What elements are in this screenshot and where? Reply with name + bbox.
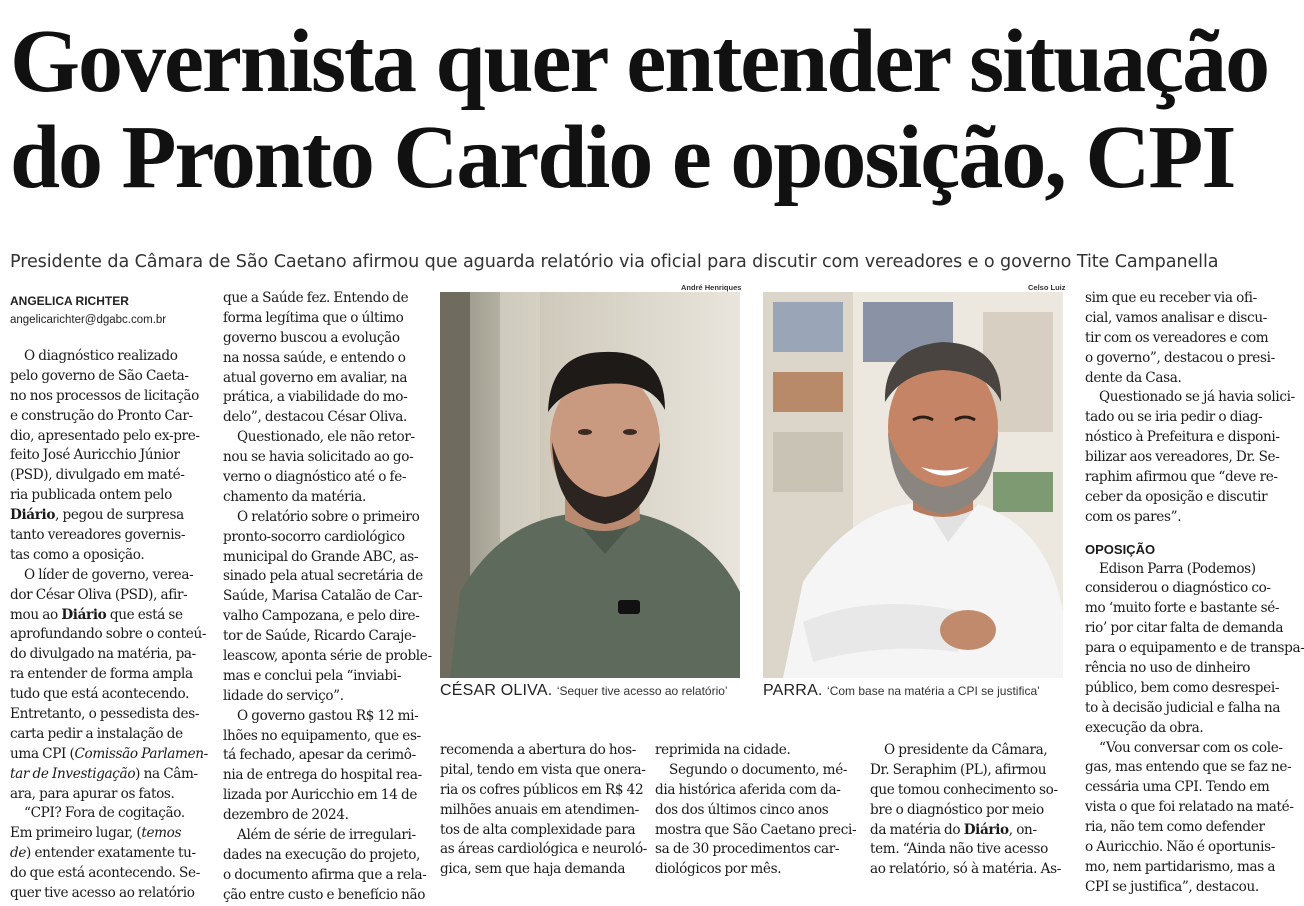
text-line: tas como a oposição. [10, 546, 145, 563]
text-line: as áreas cardiológica e neuroló- [440, 841, 648, 858]
text-line: dezembro de 2024. [223, 807, 349, 824]
text-line: Entretanto, o pessedista des- [10, 706, 200, 723]
text-line: ceber da oposição e discutir [1085, 488, 1268, 505]
text-line: verno o diagnóstico até o fe- [223, 469, 407, 486]
text-line: milhões anuais em atendimen- [440, 801, 639, 818]
text-line: CPI se justifica”, destacou. [1085, 878, 1259, 895]
text-line: ao relatório, só à matéria. As- [870, 861, 1061, 878]
text-line: O líder de governo, verea- [24, 566, 194, 583]
text-line: pronto-socorro cardiológico [223, 528, 405, 545]
text-line: mostra que São Caetano preci- [655, 821, 857, 838]
photo-credit: André Henriques [681, 283, 742, 292]
text-line: dia histórica aferida com da- [655, 781, 841, 798]
text-line: cial, vamos analisar e discu- [1085, 309, 1267, 326]
text-line: Segundo o documento, mé- [669, 761, 848, 778]
text-line: uma CPI (Comissão Parlamen- [10, 745, 208, 762]
text-line: Em primeiro lugar, (temos [10, 825, 182, 842]
text-line: ria os cofres públicos em R$ 42 [440, 781, 644, 798]
text-line: Diário, pegou de surpresa [10, 507, 184, 524]
text-line: diológicos por mês. [655, 861, 782, 878]
text-line: tar de Investigação) na Câm- [10, 765, 198, 782]
text-line: bre o diagnóstico por meio [870, 801, 1044, 818]
text-line: considerou o diagnóstico co- [1085, 580, 1271, 597]
photo-caption [763, 682, 1040, 700]
text-line: vista o que foi relatado na maté- [1085, 799, 1294, 816]
text-line: que tomou conhecimento so- [870, 781, 1058, 798]
text-line: “CPI? Fora de cogitação. [24, 805, 185, 822]
article-column-6 [1085, 289, 1304, 898]
text-line: que a Saúde fez. Entendo de [223, 290, 409, 306]
text-line: forma legítima que o último [223, 309, 404, 326]
text-line: lizada por Auricchio em 14 de [223, 787, 418, 804]
photo-edison-parra [763, 292, 1063, 678]
text-line: tem. “Ainda não tive acesso [870, 841, 1048, 858]
text-line: de) entender exatamente tu- [10, 845, 196, 862]
text-line: bilizar aos vereadores, Dr. Se- [1085, 449, 1280, 466]
text-line: sim que eu receber via ofi- [1085, 290, 1257, 306]
text-line: dades na execução do projeto, [223, 846, 421, 863]
text-line: da matéria do Diário, on- [870, 821, 1037, 838]
text-line: tado ou se iria pedir o diag- [1085, 409, 1263, 426]
headline-line-1: Governista quer entender situação [10, 12, 1269, 111]
text-line: municipal do Grande ABC, as- [223, 548, 419, 565]
text-line: feito José Auricchio Júnior [10, 447, 180, 464]
text-line: raphim afirmou que “deve re- [1085, 469, 1278, 486]
text-line: gas, mas entendo que se faz ne- [1085, 759, 1292, 776]
text-line: quer tive acesso ao relatório [10, 885, 195, 902]
text-line: O governo gastou R$ 12 mi- [237, 707, 419, 724]
text-line: atual governo em avaliar, na [223, 369, 408, 386]
caption-name: CÉSAR OLIVA. [440, 682, 553, 699]
text-line: lhões no equipamento, que es- [223, 727, 421, 744]
article-column-1 [10, 347, 208, 904]
text-line: “Vou conversar com os cole- [1099, 739, 1283, 756]
text-line: com os pares”. [1085, 508, 1182, 525]
text-line: na nossa saúde, e entendo o [223, 349, 406, 366]
text-line: execução da obra. [1085, 719, 1204, 736]
author-email[interactable]: angelicarichter@dgabc.com.br [10, 314, 167, 326]
text-line: nia de entrega do hospital rea- [223, 767, 422, 784]
article-column-5 [870, 741, 1065, 880]
text-line: Além de série de irregulari- [237, 827, 416, 844]
article-column-3 [440, 741, 648, 880]
text-line: o governo”, destacou o presi- [1085, 349, 1275, 366]
section-title-oposicao: OPOSIÇÃO [1085, 541, 1156, 557]
text-line: Edison Parra (Podemos) [1099, 560, 1256, 577]
text-line: valho Campozana, e pelo dire- [223, 608, 420, 625]
headline-line-2: do Pronto Cardio e oposição, CPI [10, 108, 1235, 207]
text-line: mou ao Diário que está se [10, 606, 183, 623]
text-line: tudo que está acontecendo. [10, 686, 190, 703]
text-line: Questionado se já havia solici- [1099, 389, 1295, 406]
subheadline: Presidente da Câmara de São Caetano afirmou que aguarda relatório via oficial para discutir com vereadores e o governo Tite Campanella [10, 252, 1219, 272]
text-line: O diagnóstico realizado [24, 348, 178, 364]
portrait-image [440, 292, 740, 678]
text-line: O presidente da Câmara, [884, 742, 1048, 758]
text-line: Questionado, ele não retor- [237, 429, 415, 446]
text-line: nóstico à Prefeitura e disponi- [1085, 429, 1280, 446]
text-line: governo buscou a evolução [223, 329, 400, 346]
text-line: dente da Casa. [1085, 369, 1182, 386]
text-line: recomenda a abertura do hos- [440, 742, 636, 758]
text-line: ria publicada ontem pelo [10, 487, 173, 504]
photo-credit: Celso Luiz [1028, 283, 1066, 292]
text-line: sinado pela atual secretária de [223, 568, 423, 585]
text-line: rência no uso de dinheiro [1085, 660, 1251, 677]
portrait-image [763, 292, 1063, 678]
text-line: reprimida na cidade. [655, 742, 791, 758]
text-line: prática, a viabilidade do mo- [223, 389, 408, 406]
text-line: lidade do serviço”. [223, 687, 344, 704]
text-line: mo, nem partidarismo, mas a [1085, 858, 1276, 875]
text-line: no nos processos de licitação [10, 387, 200, 404]
photo-cesar-oliva [440, 292, 740, 678]
text-line: Dr. Seraphim (PL), afirmou [870, 761, 1047, 778]
text-line: mo ‘muito forte e bastante sé- [1085, 600, 1280, 617]
text-line: e construção do Pronto Car- [10, 407, 193, 424]
spacer [1085, 528, 1282, 540]
text-line: pelo governo de São Caeta- [10, 367, 189, 384]
text-line: ra entender de forma ampla [10, 666, 193, 683]
text-line: o Auricchio. Não é oportunis- [1085, 839, 1276, 856]
text-line: do divulgado na matéria, pa- [10, 646, 196, 663]
text-line: carta pedir a instalação de [10, 725, 183, 742]
text-line: do que está acontecendo. Se- [10, 865, 200, 882]
photo-caption [440, 682, 728, 700]
text-line: público, bem como desrespei- [1085, 679, 1280, 696]
text-line: chamento da matéria. [223, 488, 367, 505]
text-line: pital, tendo em vista que onera- [440, 761, 646, 778]
text-line: dio, apresentado pelo ex-pre- [10, 427, 200, 444]
text-line: sa de 30 procedimentos car- [655, 841, 840, 858]
text-line: rio’ por citar falta de demanda [1085, 620, 1284, 637]
article-column-4 [655, 741, 857, 880]
text-line: tir com os vereadores e com [1085, 329, 1269, 346]
text-line: mas e conclui pela “inviabi- [223, 667, 402, 684]
text-line: ria, não tem como defender [1085, 819, 1265, 836]
text-line: ara, para apurar os fatos. [10, 785, 175, 802]
text-line: ção entre custo e benefício não [223, 886, 426, 903]
text-line: tor de Saúde, Ricardo Caraje- [223, 628, 416, 645]
text-line: tos de alta complexidade para [440, 821, 636, 838]
text-line: para o equipamento e de transpa- [1085, 640, 1304, 657]
caption-quote: ‘Sequer tive acesso ao relatório’ [556, 684, 728, 698]
headline [10, 14, 1280, 206]
text-line: tá fechado, apesar da cerimô- [223, 747, 416, 764]
text-line: tanto vereadores governis- [10, 527, 186, 544]
text-line: Saúde, Marisa Catalão de Car- [223, 588, 423, 605]
text-line: o documento afirma que a rela- [223, 866, 427, 883]
text-line: cessária uma CPI. Tendo em [1085, 779, 1270, 796]
text-line: (PSD), divulgado em maté- [10, 467, 185, 484]
text-line: dor César Oliva (PSD), afir- [10, 586, 188, 603]
text-line: aprofundando sobre o conteú- [10, 626, 207, 643]
text-line: O relatório sobre o primeiro [237, 508, 420, 525]
text-line: nou se havia solicitado ao go- [223, 449, 414, 466]
author-name: ANGELICA RICHTER [10, 294, 129, 308]
text-line: delo”, destacou César Oliva. [223, 409, 408, 426]
article-column-2 [223, 289, 432, 906]
text-line: leascow, aponta série de proble- [223, 648, 432, 665]
caption-quote: ‘Com base na matéria a CPI se justifica’ [827, 684, 1040, 698]
text-line: dos dos últimos cinco anos [655, 801, 829, 818]
text-line: to à decisão judicial e falha na [1085, 699, 1281, 716]
caption-name: PARRA. [763, 682, 823, 699]
text-line: gica, sem que haja demanda [440, 861, 626, 878]
